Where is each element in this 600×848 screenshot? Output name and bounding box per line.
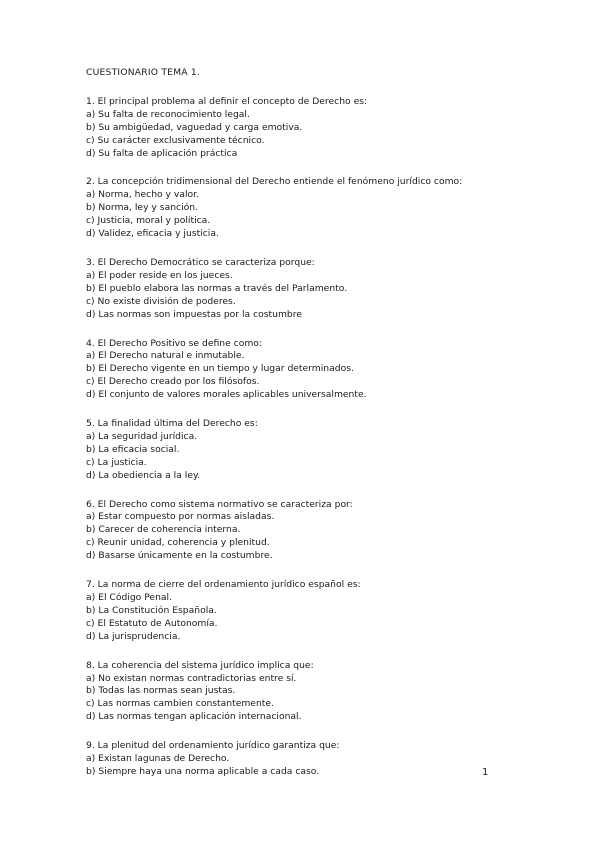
option-d: d) Las normas son impuestas por la costumbre <box>86 308 302 320</box>
option-c: c) Su carácter exclusivamente técnico. <box>86 134 265 146</box>
option-d: d) Validez, eficacia y justicia. <box>86 228 219 240</box>
question-text: 4. El Derecho Positivo se define como: <box>86 337 263 349</box>
option-b: b) Carecer de coherencia interna. <box>86 524 241 536</box>
question-7 <box>86 579 526 644</box>
question-text: 2. La concepción tridimensional del Derecho entiende el fenómeno jurídico como: <box>86 176 463 188</box>
question-9 <box>86 740 526 779</box>
option-c: c) Reunir unidad, coherencia y plenitud. <box>86 537 270 549</box>
option-d: d) El conjunto de valores morales aplicables universalmente. <box>86 389 367 401</box>
option-c: c) El Derecho creado por los filósofos. <box>86 376 260 388</box>
option-b: b) Norma, ley y sanción. <box>86 202 198 214</box>
option-c: c) Justicia, moral y política. <box>86 215 211 227</box>
question-text: 9. La plenitud del ordenamiento jurídico garantiza que: <box>86 740 340 752</box>
option-b: b) Siempre haya una norma aplicable a cada caso. <box>86 765 320 777</box>
question-text: 5. La finalidad última del Derecho es: <box>86 418 258 430</box>
option-b: b) Todas las normas sean justas. <box>86 685 236 697</box>
question-2 <box>86 176 526 241</box>
question-6 <box>86 499 526 564</box>
option-a: a) El Código Penal. <box>86 592 172 603</box>
option-b: b) Su ambigüedad, vaguedad y carga emotiva. <box>86 121 303 133</box>
option-b: b) La Constitución Española. <box>86 604 217 616</box>
option-a: a) Norma, hecho y valor. <box>86 189 200 201</box>
question-text: 8. La coherencia del sistema jurídico implica que: <box>86 659 314 671</box>
question-3 <box>86 257 526 322</box>
question-1 <box>86 96 526 161</box>
question-5 <box>86 418 526 483</box>
option-a: a) No existan normas contradictorias entre sí. <box>86 672 297 684</box>
option-a: a) Su falta de reconocimiento legal. <box>86 108 250 120</box>
option-a: a) Estar compuesto por normas aisladas. <box>86 511 275 523</box>
option-a: a) El poder reside en los jueces. <box>86 269 233 281</box>
question-4 <box>86 338 526 403</box>
option-c: c) La justicia. <box>86 456 147 468</box>
option-c: c) Las normas cambien constantemente. <box>86 698 274 710</box>
option-d: d) Las normas tengan aplicación internacional. <box>86 711 302 723</box>
option-c: c) El Estatuto de Autonomía. <box>86 617 218 629</box>
option-a: a) La seguridad jurídica. <box>86 430 198 442</box>
option-c: c) No existe división de poderes. <box>86 295 236 307</box>
option-d: d) Su falta de aplicación práctica <box>86 147 238 159</box>
option-a: a) Existan lagunas de Derecho. <box>86 753 230 765</box>
document-title: CUESTIONARIO TEMA 1. <box>86 67 201 78</box>
question-text: 1. El principal problema al definir el concepto de Derecho es: <box>86 95 368 107</box>
page-number: 1 <box>482 767 489 778</box>
question-text: 6. El Derecho como sistema normativo se caracteriza por: <box>86 498 353 510</box>
option-d: d) Basarse únicamente en la costumbre. <box>86 550 273 562</box>
document-page <box>86 67 526 795</box>
question-text: 7. La norma de cierre del ordenamiento jurídico español es: <box>86 579 361 591</box>
option-b: b) La eficacia social. <box>86 443 180 455</box>
question-8 <box>86 660 526 725</box>
option-b: b) El pueblo elabora las normas a través del Parlamento. <box>86 282 348 294</box>
option-d: d) La jurisprudencia. <box>86 630 181 642</box>
option-a: a) El Derecho natural e inmutable. <box>86 350 245 362</box>
question-text: 3. El Derecho Democrático se caracteriza porque: <box>86 256 315 268</box>
option-b: b) El Derecho vigente en un tiempo y lugar determinados. <box>86 363 354 375</box>
option-d: d) La obediencia a la ley. <box>86 469 201 481</box>
